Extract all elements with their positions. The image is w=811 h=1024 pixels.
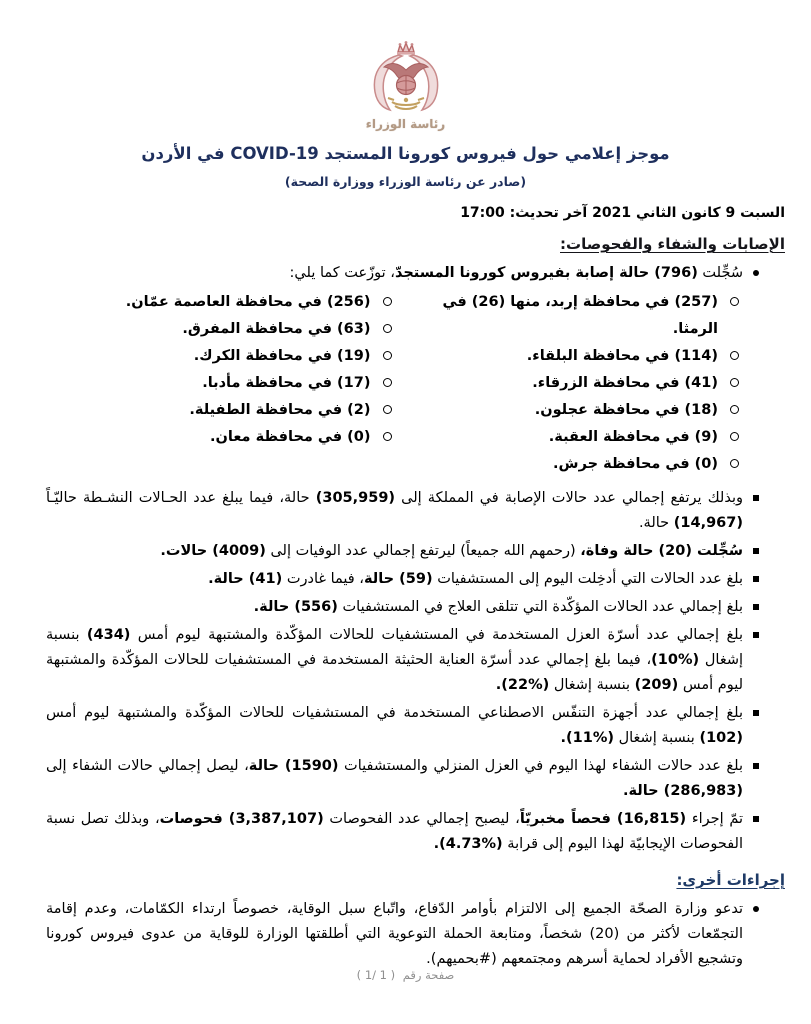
governorate-text: (63) في محافظة المفرق. [182,321,371,338]
page-number-value: ( 1/ 1 ) [356,968,396,982]
bullet-square-icon [753,495,759,501]
governorate-item [406,424,740,451]
page-number-label: صفحة رقم [402,968,455,982]
bullet-circle-icon [730,459,739,468]
page-subtitle: (صادر عن رئاسة الوزراء ووزارة الصحة) [284,174,527,190]
coat-of-arms-icon [350,40,462,116]
new-cases-text: سُجِّلت (796) حالة إصابة بفيروس كورونا المستجدّ، توزّعت كما يلي: [289,265,743,282]
cases-intro-list [26,261,785,286]
stat-item-isolation-beds [46,623,785,698]
bullet-square-icon [753,576,759,582]
stat-text: بلغ إجمالي عدد أجهزة التنفّس الاصطناعي المستخدمة في المستشفيات للحالات المؤكّدة والمشتبهة ليوم أمس (102) بنسبة إشغال (%11). [46,705,743,747]
stat-text: تمّ إجراء (16,815) فحصاً مخبريّاً، ليصبح إجمالي عدد الفحوصات (3,387,107) فحوصات، وبذلك تصل نسبة الفحوصات الإيجابيّة لهذا اليوم إلى قرابة (%4.73). [46,811,744,853]
governorate-item [26,397,392,424]
governorate-text: (9) في محافظة العقبة. [548,429,718,446]
governorate-item [26,289,392,316]
bullet-circle-icon [730,351,739,360]
stat-text: بلغ عدد الحالات التي أدخِلت اليوم إلى المستشفيات (59) حالة، فيما غادرت (41) حالة. [208,571,743,588]
bullet-square-icon [753,710,759,716]
section-header-actions: إجراءات أخرى: [676,871,785,890]
governorate-text: (114) في محافظة البلقاء. [526,348,718,365]
statistics-list [26,486,785,857]
section-header-cases: الإصابات والشفاء والفحوصات: [560,235,785,254]
stat-item-deaths [46,539,785,564]
bullet-circle-icon [383,378,392,387]
stat-text: بلغ عدد حالات الشفاء لهذا اليوم في العزل المنزلي والمستشفيات (1590) حالة، ليصل إجمالي حالات الشفاء إلى (286,983) حالة. [46,758,743,800]
stat-item-ventilators [46,701,785,751]
stat-item-tests [46,807,785,857]
list-item-new-cases [46,261,785,286]
bullet-square-icon [753,632,759,638]
bullet-square-icon [753,763,759,769]
bullet-circle-icon [383,324,392,333]
governorate-columns [26,289,785,478]
crest-caption-text: رئاسة الوزراء [365,117,446,131]
governorate-item [26,370,392,397]
stat-text: سُجِّلت (20) حالة وفاة، (رحمهم الله جميعاً) ليرتفع إجمالي عدد الوفيات إلى (4009) حالات. [160,543,743,560]
document-header [26,40,785,189]
governorate-column-left [26,289,406,478]
stat-text: وبذلك يرتفع إجمالي عدد حالات الإصابة في المملكة إلى (305,959) حالة، فيما يبلغ عدد الحـالات النشـطة حاليّـاً (14,967) حالة. [46,490,743,532]
bullet-dot-icon [753,906,759,912]
bullet-circle-icon [730,405,739,414]
date-updated-line: السبت 9 كانون الثاني 2021 آخر تحديث: 17:00 [460,205,785,222]
governorate-item [406,397,740,424]
jordan-royal-crest-logo [350,40,462,130]
bullet-circle-icon [383,297,392,306]
governorate-text: (0) في محافظة معان. [210,429,371,446]
stat-item-recoveries [46,754,785,804]
governorate-text: (256) في محافظة العاصمة عمّان. [125,294,371,311]
governorate-text: (18) في محافظة عجلون. [534,402,718,419]
governorate-item [26,424,392,451]
bullet-square-icon [753,548,759,554]
action-text: تدعو وزارة الصحّة الجميع إلى الالتزام بأوامر الدّفاع، واتّباع سبل الوقاية، خصوصاً ارتداء الكمّامات، وعدم إقامة التجمّعات لأكثر من (20) شخصاً، ومتابعة الحملة التوعوية التي أطلقتها الوزارة للوقاية من عدوى فيروس كورونا وتشجيع الأفراد لحماية أسرهم ومجتمعهم (#بحميهم). [46,901,743,968]
page-number-footer [0,968,811,982]
stat-text: بلغ إجمالي عدد الحالات المؤكّدة التي تتلقى العلاج في المستشفيات (556) حالة. [253,599,743,616]
bullet-circle-icon [730,297,739,306]
governorate-item [26,316,392,343]
bullet-square-icon [753,816,759,822]
stat-text: بلغ إجمالي عدد أسرّة العزل المستخدمة في المستشفيات للحالات المؤكّدة والمشتبهة ليوم أمس (434) بنسبة إشغال (%10)، فيما بلغ إجمالي عدد أسرّة العناية الحثيثة المستخدمة في المستشفيات للحالات المؤكّدة والمشتبهة ليوم أمس (209) بنسبة إشغال (%22). [46,627,743,694]
governorate-column-right [406,289,786,478]
governorate-text: (19) في محافظة الكرك. [193,348,371,365]
bullet-circle-icon [383,432,392,441]
action-item-health-ministry-call [46,897,785,972]
stat-item-hospital-admissions [46,567,785,592]
governorate-item [406,289,740,343]
governorate-text: (2) في محافظة الطفيلة. [189,402,371,419]
governorate-item [26,343,392,370]
bullet-circle-icon [730,378,739,387]
governorate-text: (0) في محافظة جرش. [553,456,718,473]
bullet-dot-icon [753,270,759,276]
page-title: موجز إعلامي حول فيروس كورونا المستجد COVID-19 في الأردن [141,144,670,163]
stat-item-hospital-treatment [46,595,785,620]
bullet-circle-icon [383,405,392,414]
governorate-item [406,370,740,397]
bullet-circle-icon [730,432,739,441]
governorate-item [406,343,740,370]
stat-item-total-cases [46,486,785,536]
bullet-circle-icon [383,351,392,360]
bullet-square-icon [753,604,759,610]
actions-list [26,897,785,972]
governorate-text: (257) في محافظة إربد، منها (26) في الرمثا. [442,294,718,338]
governorate-text: (41) في محافظة الزرقاء. [532,375,718,392]
governorate-item [406,451,740,478]
governorate-text: (17) في محافظة مأدبا. [202,375,371,392]
